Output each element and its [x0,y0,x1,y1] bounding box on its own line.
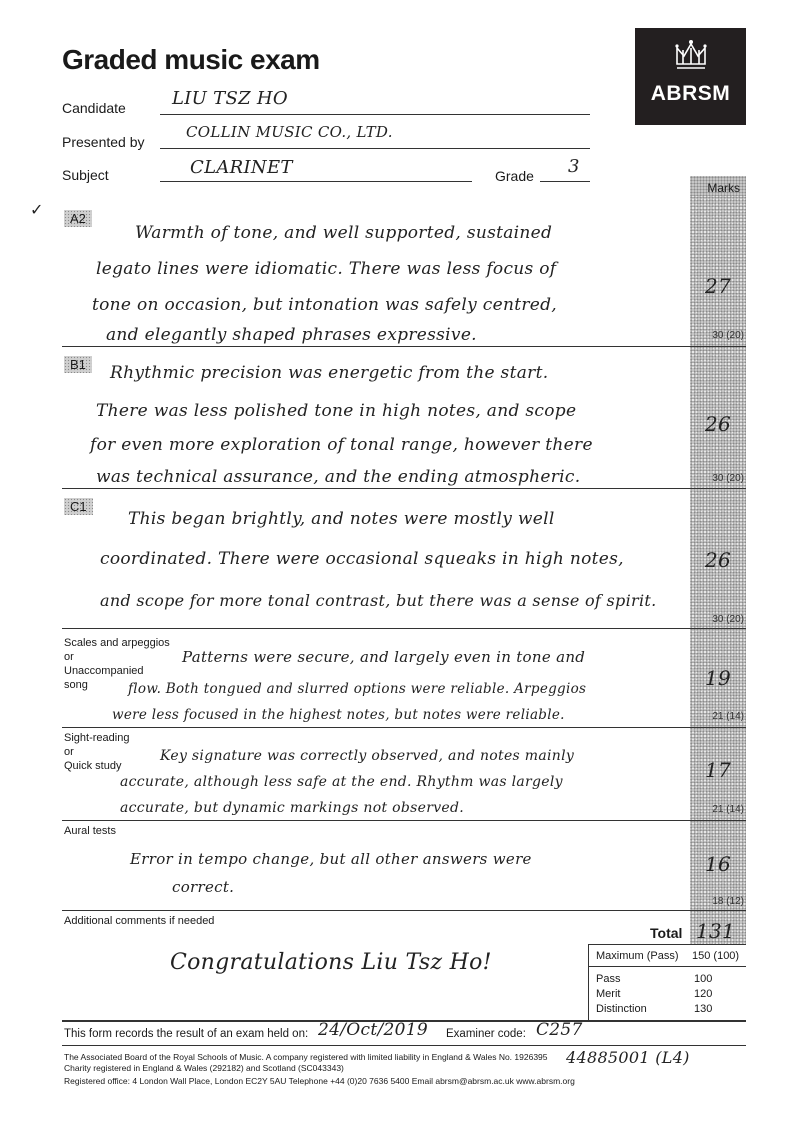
max-mark: 21 (14) [712,711,744,722]
marks-column-header: Marks [690,176,746,196]
mark-value: 19 [704,666,732,690]
piece-code: A2 [64,210,92,227]
max-mark: 21 (14) [712,804,744,815]
pass-value: 100 [694,973,713,985]
examiner-code-value: C257 [536,1020,583,1040]
comment-line: accurate, although less safe at the end. Rhythm was largely [120,774,563,790]
candidate-value: LIU TSZ HO [172,88,288,109]
comment-line: This began brightly, and notes were mostly well [128,509,555,529]
maximum-value: 150 (100) [692,950,740,962]
presented-by-value: COLLIN MUSIC CO., LTD. [186,123,393,141]
piece-code: B1 [64,356,92,373]
comment-line: tone on occasion, but intonation was safely centred, [92,295,557,315]
total-label: Total [650,925,683,941]
distinction-value: 130 [694,1003,713,1015]
legal-line: Charity registered in England & Wales (292182) and Scotland (SC043343) [64,1063,344,1073]
total-value: 131 [696,919,736,943]
mark-value: 26 [704,548,732,572]
mark-value: 17 [704,758,732,782]
comment-line: Warmth of tone, and well supported, sustained [135,223,553,243]
held-on-value: 24/Oct/2019 [318,1020,428,1040]
comment-line: Patterns were secure, and largely even in tone and [182,648,586,666]
comment-line: Key signature was correctly observed, and notes mainly [160,748,575,764]
comment-line: There was less polished tone in high notes, and scope [96,401,577,421]
mark-value: 16 [704,852,732,876]
held-on-label: This form records the result of an exam held on: [64,1028,309,1040]
comment-line: legato lines were idiomatic. There was less focus of [96,259,557,279]
mark-value: 26 [704,412,732,436]
merit-value: 120 [694,988,713,1000]
presented-by-label: Presented by [62,134,145,150]
legal-line: Registered office: 4 London Wall Place, London EC2Y 5AU Telephone +44 (0)20 7636 5400 Email abrsm@abrsm.ac.uk www.abrsm.org [64,1076,575,1086]
comment-line: and scope for more tonal contrast, but there was a sense of spirit. [100,591,657,610]
comment-line: accurate, but dynamic markings not observed. [120,800,464,816]
logo-text: ABRSM [650,82,731,105]
additional-comment: Congratulations Liu Tsz Ho! [170,950,492,975]
additional-comments-label: Additional comments if needed [64,915,215,927]
max-mark: 18 (12) [712,896,744,907]
section-label: Sight-reading or Quick study [64,732,130,772]
subject-value: CLARINET [190,157,293,178]
grade-label: Grade [495,168,534,184]
max-mark: 30 (20) [712,330,744,341]
document-title: Graded music exam [62,44,320,75]
crown-icon [673,38,709,74]
grade-value: 3 [568,156,580,177]
comment-line: Error in tempo change, but all other answers were [130,850,532,868]
max-mark: 30 (20) [712,473,744,484]
piece-code: C1 [64,498,93,515]
candidate-label: Candidate [62,100,126,116]
check-mark: ✓ [30,200,44,219]
comment-line: was technical assurance, and the ending atmospheric. [96,467,581,487]
comment-line: flow. Both tongued and slurred options were reliable. Arpeggios [128,681,587,697]
comment-line: were less focused in the highest notes, but notes were reliable. [112,707,565,723]
comment-line: for even more exploration of tonal range, however there [90,435,593,455]
comment-line: correct. [172,878,235,896]
maximum-label: Maximum (Pass) [596,950,679,962]
comment-line: coordinated. There were occasional squeaks in high notes, [100,549,624,569]
subject-label: Subject [62,167,109,183]
reference-number: 44885001 (L4) [566,1048,690,1067]
section-label: Aural tests [64,825,116,837]
legal-line: The Associated Board of the Royal Schools of Music. A company registered with limited liability in England & Wales No. 1926395 [64,1052,548,1062]
examiner-code-label: Examiner code: [446,1028,526,1040]
distinction-label: Distinction [596,1003,647,1015]
pass-label: Pass [596,973,621,985]
max-mark: 30 (20) [712,614,744,625]
comment-line: and elegantly shaped phrases expressive. [106,325,477,345]
merit-label: Merit [596,988,621,1000]
abrsm-logo [635,28,746,125]
mark-value: 27 [704,274,732,298]
comment-line: Rhythmic precision was energetic from the start. [110,363,549,383]
section-label: Scales and arpeggios or Unaccompanied song [64,637,170,691]
